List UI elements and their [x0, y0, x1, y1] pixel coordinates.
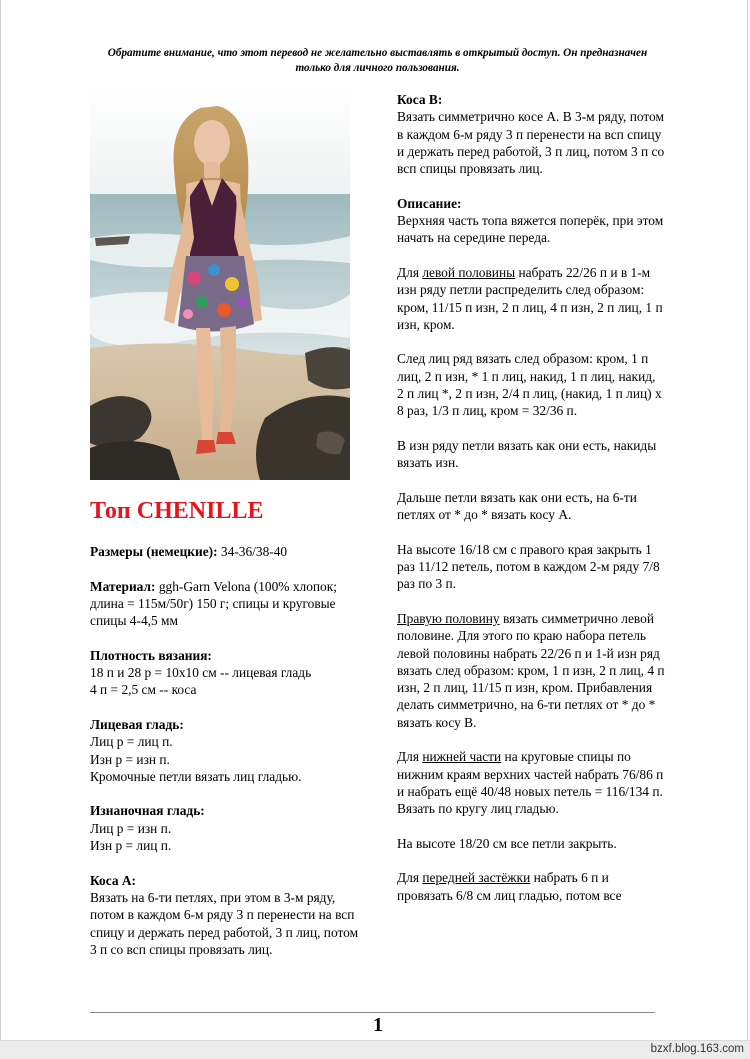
front-pre: Для	[397, 870, 423, 886]
cable-b-paragraph	[397, 91, 665, 177]
height-2-paragraph: На высоте 18/20 см все петли закрыть.	[397, 835, 617, 851]
cable-a-text: Вязать на 6-ти петлях, при этом в 3-м ряду, потом в каждом 6-м ряду 3 п перенести на всп спицу и держать перед работой, 3 п лиц, потом 3 п со всп спицы провязать лиц.	[90, 889, 359, 957]
right-half-paragraph	[397, 610, 665, 731]
watermark-bar	[0, 1040, 750, 1059]
stockinette-line-2: Изн р = изн п.	[90, 751, 170, 767]
right-half-text: вязать симметрично левой половине. Для этого по краю набора петель левой половины набрать 22/26 п и 1-й изн ряд вязать след образом: кром, 1 п изн, 2 п лиц, 4 п изн, 2 п лиц, 11/15 п изн, кром. Прибавления делать симметрично, на 6-ти петлях от * до * вязать косу В.	[397, 610, 665, 730]
copyright-notice: Обратите внимание, что этот перевод не желательно выставлять в открытый доступ. Он предназначен только для личного пользования.	[107, 47, 648, 74]
material-label: Материал:	[90, 578, 156, 594]
left-half-pre: Для	[397, 264, 423, 280]
description-paragraph	[397, 195, 665, 247]
front-placket-term: передней застёжки	[422, 870, 531, 886]
left-half-text: набрать 22/26 п и в 1-м изн ряду петли распределить след образом: кром, 11/15 п изн, 2 п лиц, 4 п изн, 2 п лиц, 1 п изн, кром.	[397, 264, 663, 332]
left-half-paragraph	[397, 264, 665, 333]
page-border-left	[0, 0, 1, 1040]
lower-part-term: нижней части	[422, 749, 502, 765]
material-paragraph	[90, 578, 362, 630]
density-line-1: 18 п и 28 р = 10х10 см -- лицевая гладь	[90, 665, 312, 681]
purl-row-paragraph: В изн ряду петли вязать как они есть, накиды вязать изн.	[397, 437, 657, 471]
further-paragraph: Дальше петли вязать как они есть, на 6-ти петлях от * до * вязать косу А.	[397, 489, 637, 523]
front-placket-paragraph	[397, 869, 665, 904]
sizes-value: 34-36/38-40	[217, 544, 288, 559]
lower-pre: Для	[397, 749, 423, 765]
lower-part-paragraph	[397, 748, 665, 817]
stockinette-line-3: Кромочные петли вязать лиц гладью.	[90, 768, 302, 784]
height-1-paragraph: На высоте 16/18 см с правого края закрыть 1 раз 11/12 петель, потом в каждом 2-м ряду 7/8 раз по 3 п.	[397, 541, 660, 592]
density-label: Плотность вязания:	[90, 647, 212, 663]
description-label: Описание:	[397, 195, 462, 211]
pattern-title: Топ CHENILLE	[90, 498, 264, 524]
left-half-term: левой половины	[422, 264, 516, 280]
density-paragraph	[90, 647, 362, 699]
sizes-label: Размеры (немецкие):	[90, 544, 218, 559]
reverse-line-1: Лиц р = изн п.	[90, 820, 172, 836]
cable-b-label: Коса В:	[397, 92, 443, 107]
reverse-paragraph	[90, 802, 362, 854]
reverse-line-2: Изн р = лиц п.	[90, 838, 172, 854]
watermark-text: bzxf.blog.163.com	[650, 1043, 744, 1055]
material-value: ggh-Garn Velona (100% хлопок; длина = 115м/50г) 150 г; спицы и круговые спицы 4-4,5 мм	[90, 578, 337, 629]
right-column	[397, 91, 665, 921]
lower-text: на круговые спицы по нижним краям верхних частей набрать 76/86 п и набрать ещё 40/48 новых петель = 116/134 п. Вязать по кругу лиц гладью.	[397, 749, 664, 817]
footer-divider	[90, 1012, 655, 1013]
model-photo	[90, 88, 350, 480]
description-text: Верхняя часть топа вяжется поперёк, при этом начать на середине переда.	[397, 213, 664, 246]
left-column	[90, 543, 362, 975]
reverse-label: Изнаночная гладь:	[90, 803, 205, 819]
cable-b-text: Вязать симметрично косе А. В 3-м ряду, потом в каждом 6-м ряду 3 п перенести на всп спицу и держать перед работой, 3 п лиц, потом 3 п со всп спицы провязать лиц.	[397, 109, 665, 177]
page-border-right	[747, 0, 748, 1040]
front-text: набрать 6 п и провязать 6/8 см лиц гладью, потом все	[397, 870, 622, 903]
right-half-term: Правую половину	[397, 610, 500, 626]
stockinette-label: Лицевая гладь:	[90, 716, 184, 732]
cable-a-paragraph	[90, 872, 362, 958]
next-row-paragraph: След лиц ряд вязать след образом: кром, 1 п лиц, 2 п изн, * 1 п лиц, накид, 1 п лиц, накид, 2 п лиц *, 2 п изн, 2/4 п лиц, (накид, 1 п лиц) х 8 раз, 1/3 п лиц, кром = 32/36 п.	[397, 351, 662, 419]
sizes-paragraph	[90, 543, 362, 560]
density-line-2: 4 п = 2,5 см -- коса	[90, 682, 197, 698]
cable-a-label: Коса А:	[90, 872, 137, 888]
stockinette-line-1: Лиц р = лиц п.	[90, 734, 173, 750]
stockinette-paragraph	[90, 716, 362, 785]
page-number: 1	[373, 1014, 383, 1036]
